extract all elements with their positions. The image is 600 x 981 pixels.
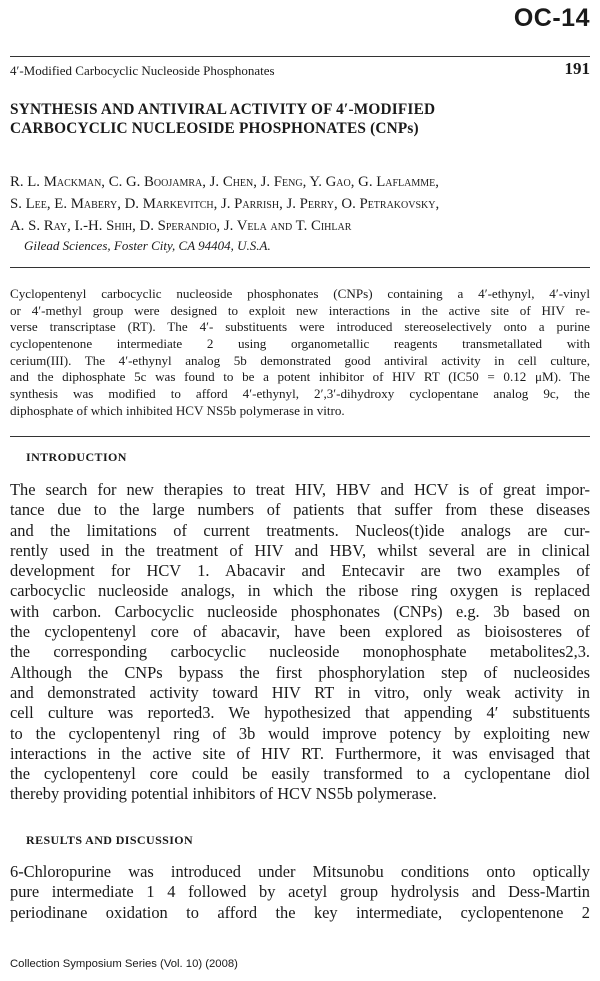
section-heading-introduction: INTRODUCTION <box>26 450 127 464</box>
paragraph-line: the cyclopentenyl core of abacavir, have been explored as bioisosteres of <box>10 622 590 642</box>
paragraph-line: with carbon. Carbocyclic nucleoside phosphonates (CNPs) e.g. 3b based on <box>10 601 590 621</box>
affiliation: Gilead Sciences, Foster City, CA 94404, U.S.A. <box>24 238 271 253</box>
paragraph-line: carbocyclic nucleoside analogs, in which the ribose ring oxygen is replaced <box>10 581 590 601</box>
title-line: SYNTHESIS AND ANTIVIRAL ACTIVITY OF 4′-MODIFIED <box>10 101 436 118</box>
paper-title <box>10 101 570 138</box>
paragraph-line: and the limitations of current treatments. Nucleos(t)ide analogs are cur- <box>10 520 590 540</box>
running-title: 4′-Modified Carbocyclic Nucleoside Phosphonates <box>10 63 275 78</box>
paragraph-line: pure intermediate 1 4 followed by acetyl group hydrolysis and Dess-Martin <box>10 882 590 902</box>
abstract-line: Cyclopentenyl carbocyclic nucleoside phosphonates (CNPs) containing a 4′-ethynyl, 4′-vinyl <box>10 286 590 301</box>
abstract-line: verse transcriptase (RT). The 4′- substituents were introduced stereoselectively onto a purine <box>10 319 590 335</box>
introduction-text <box>10 480 590 805</box>
paragraph-line: and demonstrated activity toward HIV RT in vitro, only weak activity in <box>10 682 590 702</box>
paragraph-line: to the cyclopentenyl ring of 3b would improve potency by exploiting new <box>10 723 590 743</box>
paragraph-line: tance due to the large numbers of patients that suffer from these diseases <box>10 500 590 520</box>
paragraph-line: Although the CNPs bypass the first phosphorylation step of nucleosides <box>10 662 590 682</box>
abstract-line: cyclopentenone intermediate 2 using organometallic reagents transmetallated with <box>10 335 590 351</box>
paragraph-line: the cyclopentenyl core could be easily transformed to a cyclopentane diol <box>10 764 590 784</box>
abstract-line: diphosphate of which inhibited HCV NS5b polymerase in vitro. <box>10 402 345 418</box>
running-header <box>10 56 590 79</box>
paragraph-line: periodinane oxidation to afford the key intermediate, cyclopentenone 2 <box>10 902 590 922</box>
author-line: R. L. Mackman, C. G. Boojamra, J. Chen, J. Feng, Y. Gao, G. Laflamme, <box>10 174 439 190</box>
abstract-bottom-rule <box>10 436 590 437</box>
abstract <box>10 286 590 419</box>
paragraph-line: the corresponding carbocyclic nucleoside monophosphate metabolites2,3. <box>10 642 590 662</box>
abstract-line: synthesis was modified to afford 4′-ethynyl, 2′,3′-dihydroxy cyclopentane analog 9c, the <box>10 385 590 401</box>
author-line: S. Lee, E. Mabery, D. Markevitch, J. Parrish, J. Perry, O. Petrakovsky, <box>10 196 440 212</box>
footer-citation: Collection Symposium Series (Vol. 10) (2008) <box>10 958 238 970</box>
abstract-line: cerium(III). The 4′-ethynyl analog 5b demonstrated good antiviral activity in cell culture, <box>10 352 590 368</box>
results-text <box>10 862 590 923</box>
abstract-line: or 4′-methyl group were designed to exploit new interactions in the active site of HIV re- <box>10 302 590 318</box>
author-list <box>10 171 590 237</box>
paragraph-line: interactions in the active site of HIV RT. Furthermore, it was envisaged that <box>10 743 590 763</box>
paragraph-line: thereby providing potential inhibitors of HCV NS5b polymerase. <box>10 784 437 804</box>
abstract-line: and the diphosphate 5c was found to be a potent inhibitor of HIV RT (IC50 = 0.12 μM). The <box>10 369 590 385</box>
title-line: CARBOCYCLIC NUCLEOSIDE PHOSPHONATES (CNPs) <box>10 119 419 137</box>
article-code: OC-14 <box>513 4 590 32</box>
paragraph-line: cell culture was reported3. We hypothesized that appending 4′ substituents <box>10 703 590 723</box>
paragraph-line: The search for new therapies to treat HIV, HBV and HCV is of great impor- <box>10 480 590 499</box>
paragraph-line: 6-Chloropurine was introduced under Mitsunobu conditions onto optically <box>10 862 590 881</box>
page-number: 191 <box>564 59 590 78</box>
section-heading-results: RESULTS AND DISCUSSION <box>26 833 194 847</box>
abstract-top-rule <box>10 267 590 268</box>
paragraph-line: rently used in the treatment of HIV and HBV, whilst several are in clinical <box>10 540 590 560</box>
paragraph-line: development for HCV 1. Abacavir and Entecavir are two examples of <box>10 561 590 581</box>
author-line: A. S. Ray, I.-H. Shih, D. Sperandio, J. Vela and T. Cihlar <box>10 218 352 234</box>
